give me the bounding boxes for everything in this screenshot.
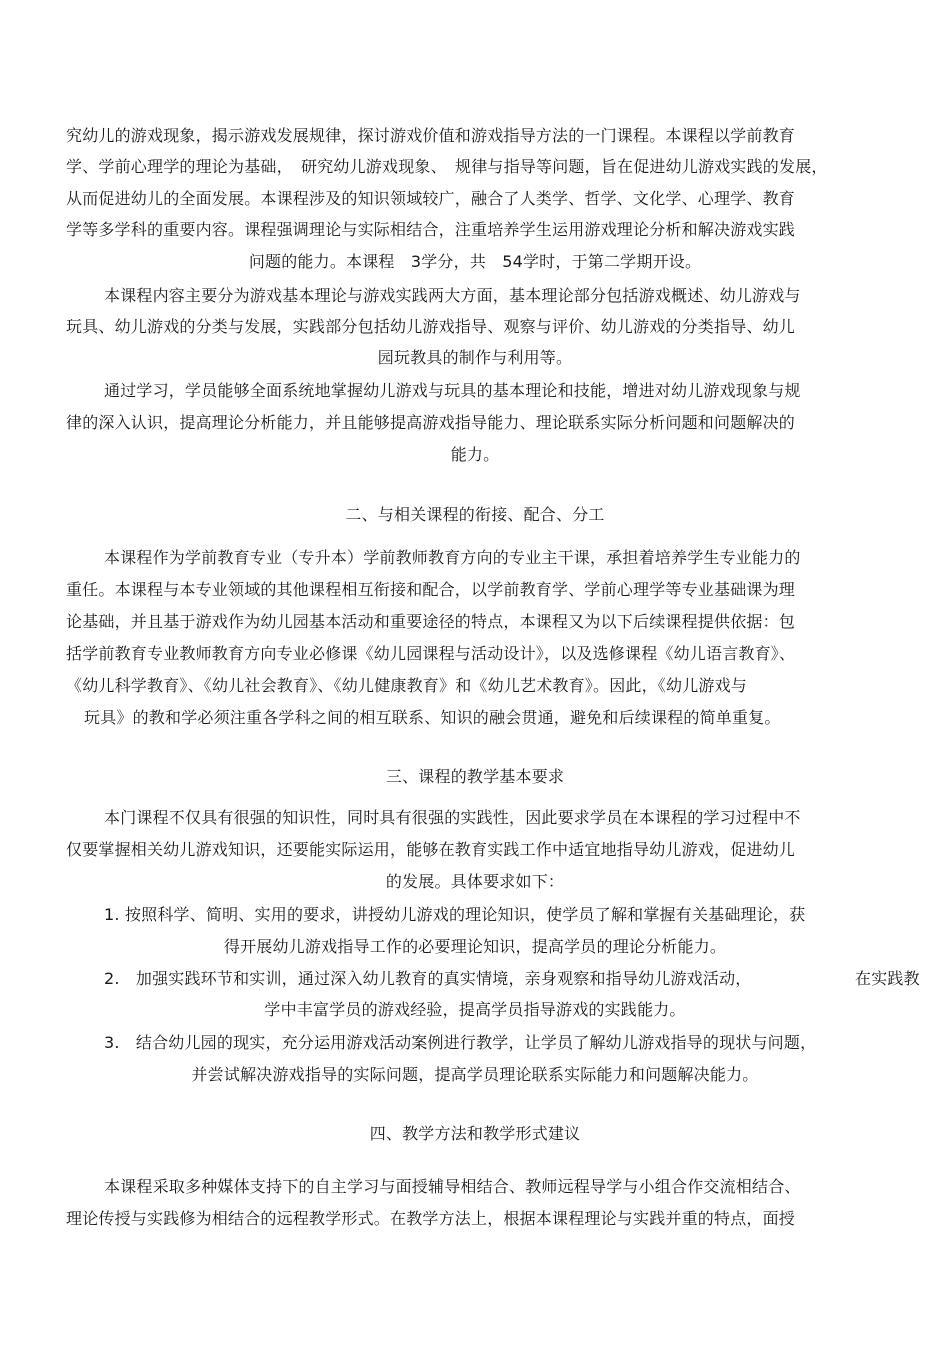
list-item-2: 2. 加强实践环节和实训，通过深入幼儿教育的真实情境，亲身观察和指导幼儿游戏活动， [104, 969, 752, 988]
paragraph-line: 的发展。具体要求如下： [385, 872, 565, 891]
paragraph-line: 玩具、幼儿游戏的分类与发展，实践部分包括幼儿游戏指导、观察与评价、幼儿游戏的分类指导、幼儿 [66, 317, 796, 336]
paragraph-line: 园玩教具的制作与利用等。 [377, 348, 573, 367]
paragraph-line: 括学前教育专业教师教育方向专业必修课《幼儿园课程与活动设计》，以及选修课程《幼儿语言教育》、 [66, 644, 796, 663]
paragraph-line: 律的深入认识，提高理论分析能力，并且能够提高游戏指导能力、理论联系实际分析问题和问题解决的 [66, 413, 796, 432]
paragraph-line: 本课程作为学前教育专业（专升本）学前教师教育方向的专业主干课，承担着培养学生专业能力的 [104, 548, 801, 567]
paragraph-line: 仅要掌握相关幼儿游戏知识，还要能实际运用，能够在教育实践工作中适宜地指导幼儿游戏，促进幼儿 [66, 840, 796, 859]
list-item-1: 1. 按照科学、简明、实用的要求，讲授幼儿游戏的理论知识，使学员了解和掌握有关基础理论，获 [104, 905, 806, 924]
section-heading: 二、与相关课程的衔接、配合、分工 [345, 505, 605, 524]
paragraph-line: 通过学习，学员能够全面系统地掌握幼儿游戏与玩具的基本理论和技能，增进对幼儿游戏现象与规 [104, 381, 801, 400]
paragraph-line: 学等多学科的重要内容。课程强调理论与实际相结合，注重培养学生运用游戏理论分析和解决游戏实践 [66, 220, 796, 239]
paragraph-line: 论基础，并且基于游戏作为幼儿园基本活动和重要途径的特点，本课程又为以下后续课程提供依据：包 [66, 612, 796, 631]
paragraph-line: 《幼儿科学教育》、《幼儿社会教育》、《幼儿健康教育》和《幼儿艺术教育》。因此，《幼儿游戏与 [66, 676, 748, 695]
paragraph-line: 玩具》的教和学必须注重各学科之间的相互联系、知识的融会贯通，避免和后续课程的简单重复。 [84, 708, 781, 727]
section-heading: 四、教学方法和教学形式建议 [369, 1124, 581, 1143]
paragraph-line: 从而促进幼儿的全面发展。本课程涉及的知识领域较广，融合了人类学、哲学、文化学、心理学、教育 [66, 189, 796, 208]
section-heading: 三、课程的教学基本要求 [385, 767, 565, 786]
paragraph-line: 能力。 [450, 445, 500, 464]
list-item-2-tail: 在实践教 [855, 969, 920, 988]
paragraph-line: 究幼儿的游戏现象，揭示游戏发展规律，探讨游戏价值和游戏指导方法的一门课程。本课程以学前教育 [66, 126, 796, 145]
paragraph-line: 本课程内容主要分为游戏基本理论与游戏实践两大方面，基本理论部分包括游戏概述、幼儿游戏与 [104, 286, 801, 305]
paragraph-line: 本门课程不仅具有很强的知识性，同时具有很强的实践性，因此要求学员在本课程的学习过程中不 [104, 808, 801, 827]
paragraph-line: 理论传授与实践修为相结合的远程教学形式。在教学方法上，根据本课程理论与实践并重的特点，面授 [66, 1209, 796, 1228]
list-item-3: 3. 结合幼儿园的现实，充分运用游戏活动案例进行教学，让学员了解幼儿游戏指导的现状与问题， [104, 1033, 817, 1052]
list-item-3-cont: 并尝试解决游戏指导的实际问题，提高学员理论联系实际能力和问题解决能力。 [191, 1065, 759, 1084]
paragraph-line: 重任。本课程与本专业领域的其他课程相互衔接和配合，以学前教育学、学前心理学等专业基础课为理 [66, 580, 796, 599]
paragraph-line: 学、学前心理学的理论为基础， 研究幼儿游戏现象、 规律与指导等问题，旨在促进幼儿游戏实践的发展， [66, 157, 828, 176]
paragraph-line: 问题的能力。本课程 3学分，共 54学时，于第二学期开设。 [248, 252, 702, 271]
list-item-1-cont: 得开展幼儿游戏指导工作的必要理论知识，提高学员的理论分析能力。 [223, 937, 727, 956]
paragraph-line: 本课程采取多种媒体支持下的自主学习与面授辅导相结合、教师远程导学与小组合作交流相结合、 [104, 1177, 801, 1196]
list-item-2-cont: 学中丰富学员的游戏经验，提高学员指导游戏的实践能力。 [264, 1000, 686, 1019]
